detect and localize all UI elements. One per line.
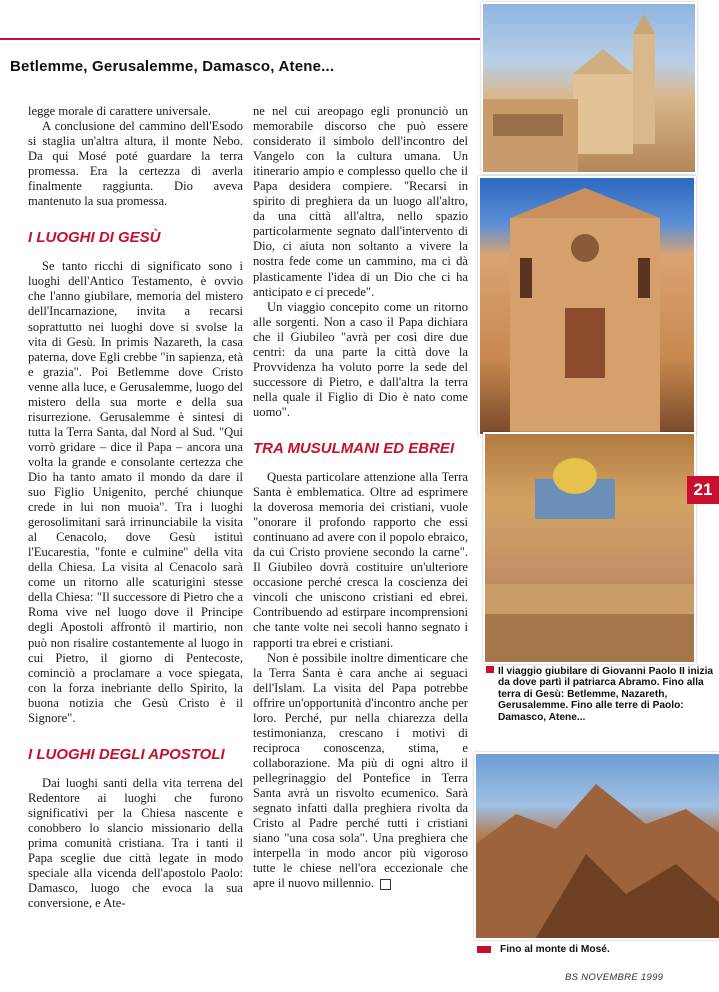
page-header-title: Betlemme, Gerusalemme, Damasco, Atene... [10,58,335,75]
photo-mount-sinai [474,752,719,940]
paragraph: Se tanto ricchi di significato sono i luoghi dell'Antico Testamento, è ovvio che l'anno giubilare, memoria del mistero dell'Incarnazione, invita a recarsi soprattutto nei luoghi dove si svolse la vita di Gesù. In primis Nazareth, la casa paterna, dove Egli crebbe "in sapienza, età e grazia". Poi Betlemme dove Cristo venne alla luce, e Gerusalemme, luogo del mistero della sua morte e della sua risurrezione. Gerusalemme è sintesi di tutta la Terra Santa, dal Nord al Sud. "Qui vorrò gridare – dice il Papa – ancora una volta la grande e consolante certezza che Dio ha tanto amato il mondo da dare il suo Figlio Unigenito, perché chiunque crede in lui non muoia". Tra i luoghi gerosolimitani sarà irrinunciabile la visita al Cenacolo, dove Gesù istituì l'Eucarestia, "fonte e culmine" della vita della Chiesa. La visita al Cenacolo sarà come un ritorno alle scaturigini stesse della Chiesa: "Il successore di Pietro che a Roma vive nel luogo dove il Principe degli Apostoli affrontò il martirio, non può non risalire costantemente al luogo in cui Pietro, il giorno di Pentecoste, cominciò a proclamare a voce spiegata, con la forza inebriante dello Spirito, la buona notizia che Gesù Cristo è il Signore". [28,259,243,725]
mountain-illustration [476,754,719,938]
page-number: 21 [687,476,719,504]
caption-marker [486,666,494,673]
paragraph: legge morale di carattere universale. [28,104,211,118]
photo-caption: Il viaggio giubilare di Giovanni Paolo II inizia da dove partì il patriarca Abramo. Fino alla terra di Gesù: Betlemme, Nazareth, Gerusalemme. Fino alle terre di Paolo: Damasco, Atene... [498,666,714,723]
paragraph-text: Non è possibile inoltre dimenticare che la Terra Santa è cara anche ai seguaci dell'Islam. La visita del Papa potrebbe offrire un'opportunità d'incontro anche per loro. Perché, pur nella chiarezza della testimonianza, crescano i motivi di reciproca conoscenza, stima, e collaborazione. Ma più di ogni altro il pellegrinaggio del Pontefice in Terra Santa avrà un risvolto ecumenico. Sarà segnato infatti dalla preghiera rivolta da Cristo al Padre perché tutti i cristiani siano "una cosa sola". Una preghiera che interpella in modo ancor più vigoroso tutte le chiese nell'ora eccezionale che apre il nuovo millennio. [253,650,468,891]
text-column-1 [28,104,243,911]
text-column-2 [253,104,468,891]
section-heading: I LUOGHI DI GESÙ [28,229,161,247]
church-illustration [483,4,695,172]
photo-church-bell-tower [481,2,697,174]
photo-basilica-facade [478,176,696,436]
header-rule [0,38,480,40]
page-footer: BS NOVEMBRE 1999 [565,972,664,983]
dome-illustration [485,434,694,662]
photo-caption-mountain: Fino al monte di Mosé. [500,944,610,955]
basilica-illustration [480,178,694,434]
paragraph: Un viaggio concepito come un ritorno alle sorgenti. Non a caso il Papa dichiara che il Giubileo "avrà per così dire due centri: da una parte la città dove la Provvidenza ha voluto porre la sede del successore di Pietro, e dall'altra la terra nella quale il Figlio di Dio è nato come uomo". [253,299,468,419]
paragraph: Questa particolare attenzione alla Terra Santa è emblematica. Oltre ad esprimere la doverosa memoria dei cristiani, vuole "onorare il profondo rapporto che essi continuano ad avere con il popolo ebraico, da cui Cristo proviene secondo la carne". Il Giubileo dovrà costituire un'ulteriore occasione perché cresca la coscienza dei vincoli che uniscono cristiani ed ebrei. Contribuendo ad estirpare incomprensioni che tante volte nei secoli hanno segnato i rapporti tra ebrei e cristiani. [253,469,468,650]
section-heading: I LUOGHI DEGLI APOSTOLI [28,745,225,763]
photo-dome-of-the-rock [483,432,696,664]
paragraph: A conclusione del cammino dell'Esodo si staglia un'altra altura, il monte Nebo. Da qui Mosé poté guardare la terra promessa. Era la certezza di averla finalmente raggiunta. Dio aveva mantenuto la sua promessa. [28,119,243,209]
end-mark-icon [380,879,391,890]
paragraph: ne nel cui areopago egli pronunciò un memorabile discorso che può essere considerato il simbolo dell'incontro del Vangelo con la cultura umana. Un itinerario ampio e complesso quello che il Papa desidera compiere. "Recarsi in spirito di preghiera da un luogo all'altro, da una città all'altra, nello spazio particolarmente segnato dall'intervento di Dio, ci aiuta non soltanto a vivere la nostra fede come un cammino, ma ci dà plasticamente l'idea di un Dio che ci ha anticipato e ci precede". [253,104,468,299]
paragraph [253,651,468,892]
paragraph: Dai luoghi santi della vita terrena del Redentore ai luoghi che furono significativi per la Chiesa nascente e conobbero lo slancio missionario della prima comunità cristiana. Tra i tanti il Papa sceglie due città legate in modo speciale alla vicenda dell'apostolo Paolo: Damasco, luogo che evoca la sua conversione, e Ate- [28,775,243,911]
caption-marker [477,946,491,953]
section-heading: TRA MUSULMANI ED EBREI [253,439,455,457]
